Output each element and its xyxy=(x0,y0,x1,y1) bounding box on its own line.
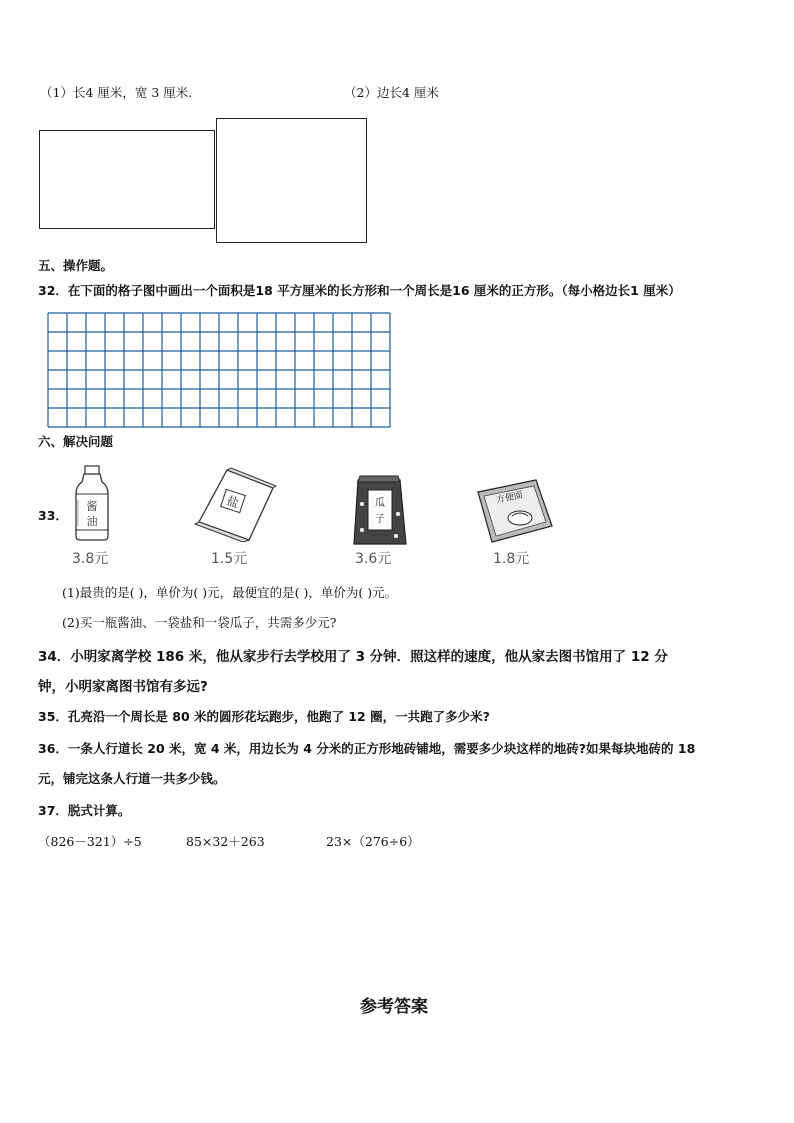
question-33-number: 33． xyxy=(38,508,68,523)
question-36-line-2: 元，铺完这条人行道一共多少钱。 xyxy=(38,771,226,786)
answers-title: 参考答案 xyxy=(360,997,428,1017)
instant-noodles-price: 1.8元 xyxy=(493,551,530,567)
grid-paper xyxy=(47,312,391,428)
soy-sauce-label-top: 酱 xyxy=(86,500,98,513)
instant-noodles-bag-icon xyxy=(474,478,554,544)
calc-expression-1: （826－321）÷5 xyxy=(38,834,142,849)
question-34-line-1: 34．小明家离学校 186 米，他从家步行去学校用了 3 分钟．照这样的速度，他从家去图书馆用了 12 分 xyxy=(38,649,668,665)
section-6-title: 六、解决问题 xyxy=(38,434,114,449)
question-37: 37．脱式计算。 xyxy=(38,803,131,818)
question-33-part-2: (2)买一瓶酱油、一袋盐和一袋瓜子，共需多少元? xyxy=(62,615,337,630)
salt-price: 1.5元 xyxy=(211,551,248,567)
soy-sauce-bottle-icon xyxy=(72,464,112,542)
calc-expression-2: 85×32＋263 xyxy=(186,834,265,849)
question-33-part-1: (1)最贵的是( )，单价为( )元，最便宜的是( )，单价为( )元。 xyxy=(62,585,398,600)
salt-label: 盐 xyxy=(224,493,241,511)
melon-seeds-bag-icon xyxy=(350,474,410,546)
rectangle-4x3 xyxy=(39,130,215,229)
section-5-title: 五、操作题。 xyxy=(38,258,114,273)
soy-sauce-price: 3.8元 xyxy=(72,551,109,567)
instant-noodles-label: 方便面 xyxy=(495,490,524,506)
question-32: 32．在下面的格子图中画出一个面积是18 平方厘米的长方形和一个周长是16 厘米的正方形。（每小格边长1 厘米） xyxy=(38,283,681,298)
shape-1-label: （1）长4 厘米，宽 3 厘米. xyxy=(40,85,193,100)
calc-expression-3: 23×（276÷6） xyxy=(326,834,420,849)
question-34-line-2: 钟，小明家离图书馆有多远? xyxy=(38,679,208,695)
question-35: 35．孔亮沿一个周长是 80 米的圆形花坛跑步，他跑了 12 圈，一共跑了多少米? xyxy=(38,709,490,724)
soy-sauce-label-bottom: 油 xyxy=(86,515,98,528)
question-36-line-1: 36．一条人行道长 20 米，宽 4 米，用边长为 4 分米的正方形地砖铺地，需要多少块这样的地砖?如果每块地砖的 18 xyxy=(38,741,696,756)
melon-seeds-price: 3.6元 xyxy=(355,551,392,567)
salt-bag-icon xyxy=(193,466,277,542)
shape-2-label: （2）边长4 厘米 xyxy=(344,85,439,100)
square-4x4 xyxy=(216,118,367,243)
melon-seeds-label-top: 瓜 xyxy=(375,498,385,509)
melon-seeds-label-bottom: 子 xyxy=(375,514,385,525)
